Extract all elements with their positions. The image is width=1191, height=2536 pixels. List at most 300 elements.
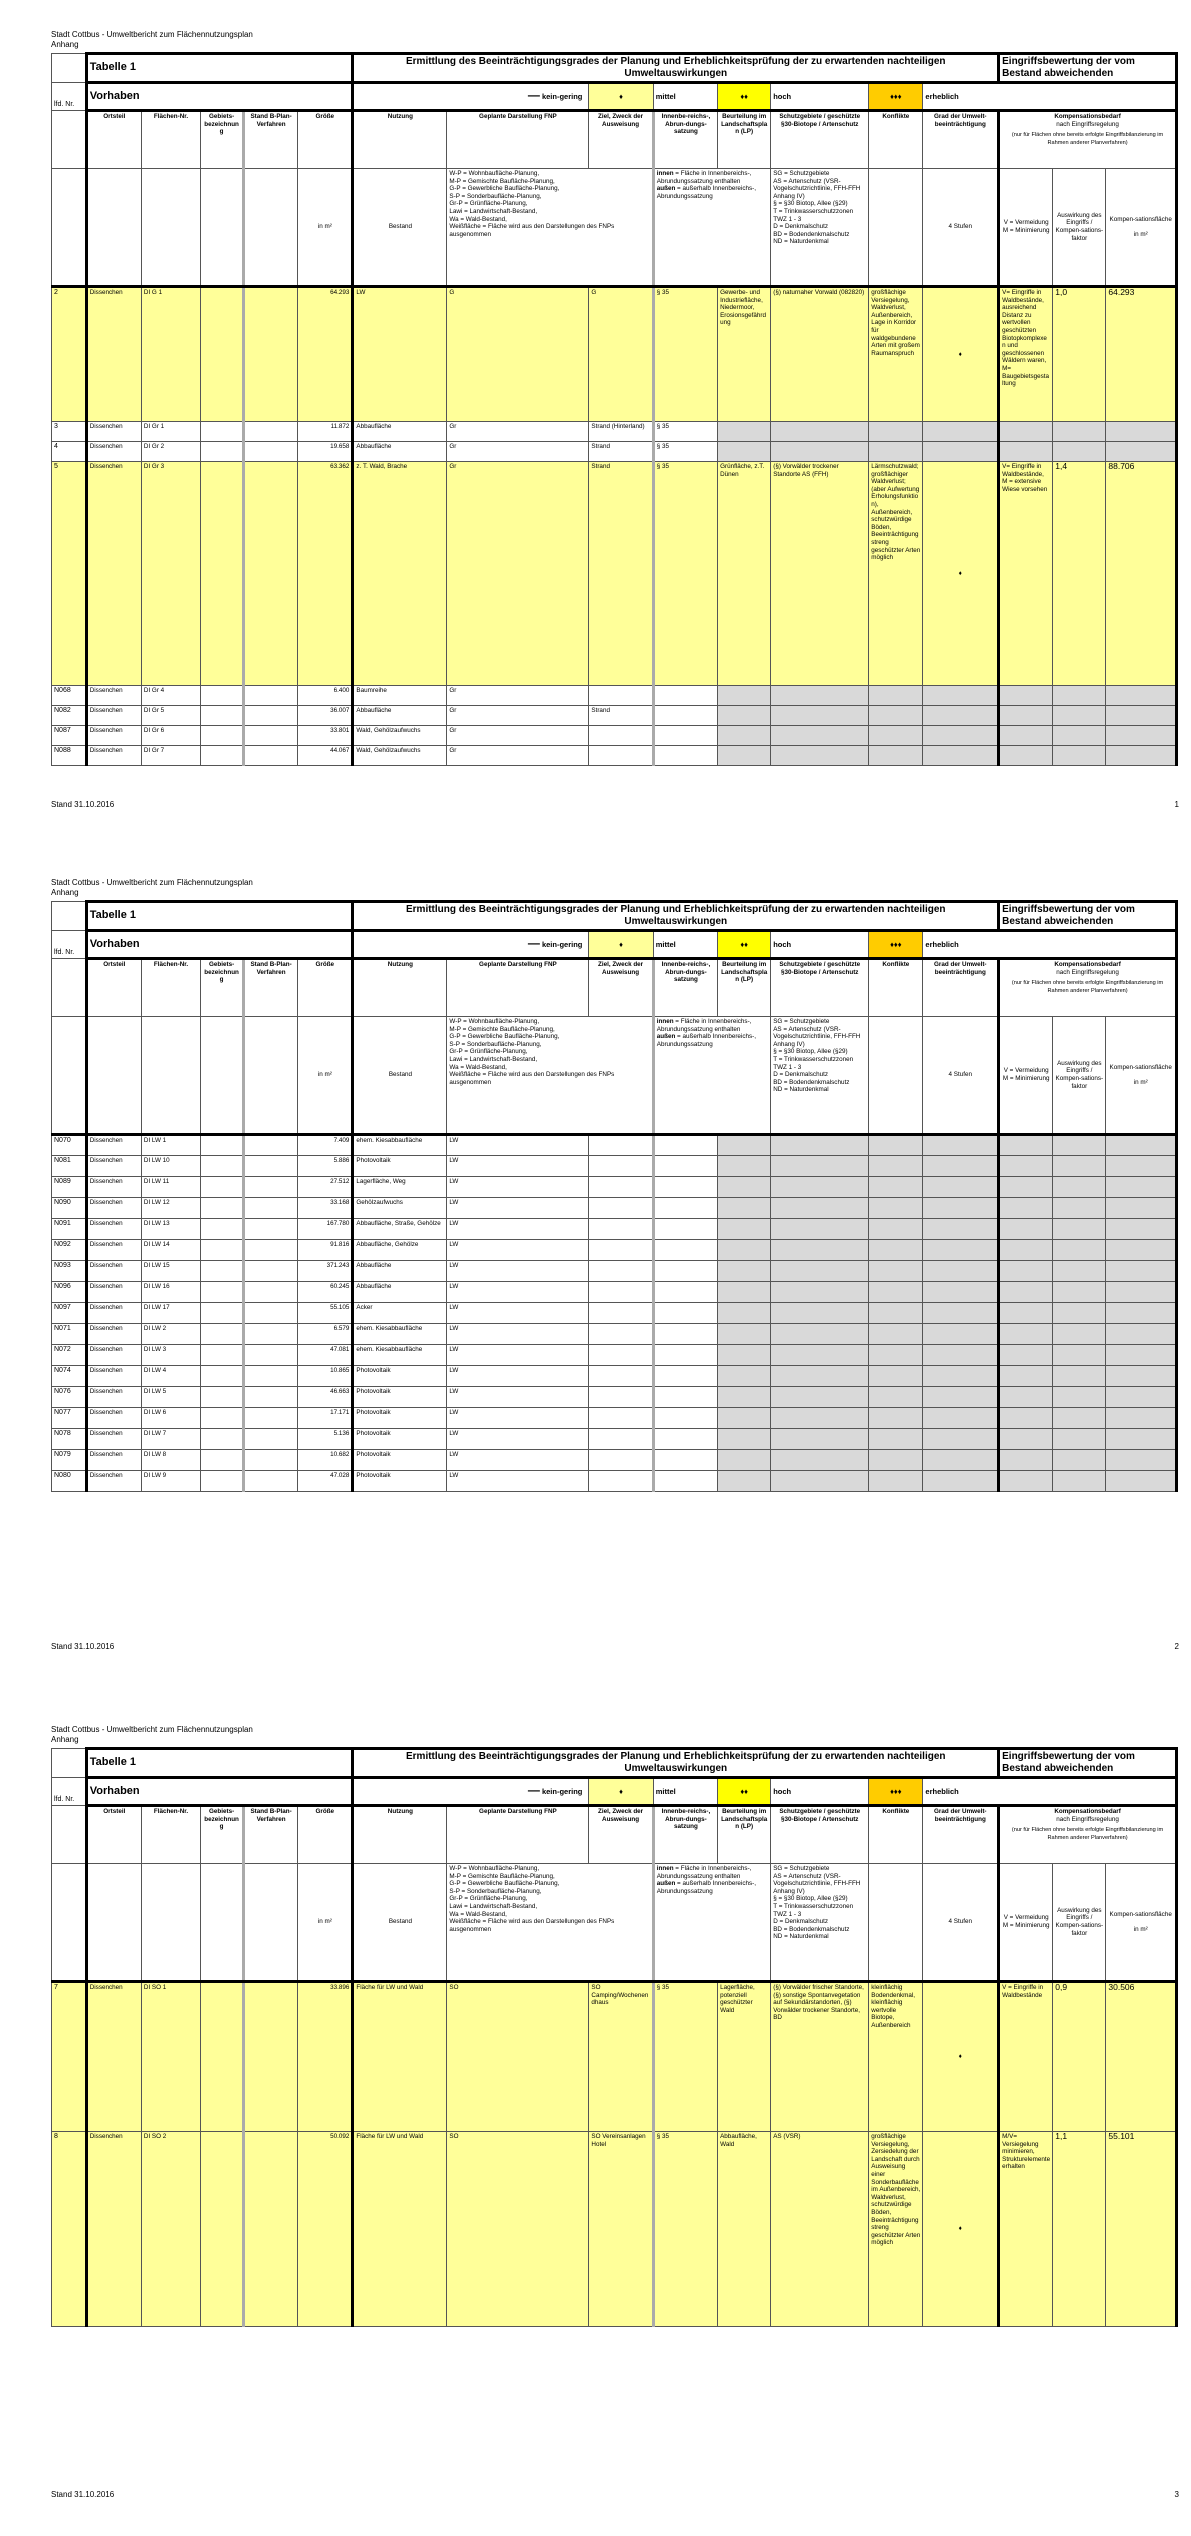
row-ortsteil: Dissenchen xyxy=(86,1471,141,1492)
row-geplant: LW xyxy=(447,1156,589,1177)
row-vm: V = Eingriffe in Waldbestände xyxy=(999,1982,1053,2132)
row-konflikte xyxy=(869,1282,923,1303)
row-lp xyxy=(718,726,771,746)
row-geplant: Gr xyxy=(447,726,589,746)
row-nutzung: Abbaufläche xyxy=(353,1261,447,1282)
row-schutz: (§) Vorwälder trockener Standorte AS (FFH) xyxy=(771,462,869,686)
col-grad: Grad der Umwelt-beeinträchtigung xyxy=(923,1806,999,1864)
diamond-1-icon: ♦ xyxy=(589,1778,653,1806)
row-faktor xyxy=(1053,1387,1106,1408)
row-innen xyxy=(653,1366,717,1387)
row-ortsteil: Dissenchen xyxy=(86,1303,141,1324)
row-groesse: 44.067 xyxy=(298,746,353,766)
row-geplant: Gr xyxy=(447,746,589,766)
row-ortsteil: Dissenchen xyxy=(86,1219,141,1240)
row-konflikte xyxy=(869,442,923,462)
row-gebiet xyxy=(201,442,244,462)
explain-grad: 4 Stufen xyxy=(923,1017,999,1135)
row-faktor xyxy=(1053,1219,1106,1240)
row-stand xyxy=(244,746,298,766)
row-stand xyxy=(244,287,298,422)
header-title: Stadt Cottbus - Umweltbericht zum Flächennutzungsplan xyxy=(51,30,253,39)
row-faktor xyxy=(1053,1156,1106,1177)
row-nr: 7 xyxy=(52,1982,87,2132)
row-konflikte: großflächige Versiegelung, Waldverlust, Außenbereich, Lage in Korridor für waldgebundene Arten mit großem Raumanspruch xyxy=(869,287,923,422)
row-gebiet xyxy=(201,1303,244,1324)
table-row xyxy=(52,1408,1177,1429)
row-lp xyxy=(718,706,771,726)
explain-nutzung: Bestand xyxy=(353,1864,447,1982)
row-innen xyxy=(653,1261,717,1282)
row-komp: 30.506 xyxy=(1106,1982,1177,2132)
explain-grad: 4 Stufen xyxy=(923,1864,999,1982)
row-komp xyxy=(1106,442,1177,462)
explain-auswirkung: Auswirkung des Eingriffs / Kompen-sations-faktor xyxy=(1053,1017,1106,1135)
row-geplant: LW xyxy=(447,1366,589,1387)
row-gebiet xyxy=(201,1408,244,1429)
row-stand xyxy=(244,422,298,442)
row-flaeche: DI LW 3 xyxy=(141,1345,200,1366)
row-komp xyxy=(1106,746,1177,766)
explain-schutz: SG = Schutzgebiete AS = Artenschutz (VSR-Vogelschutzrichtlinie, FFH-FFH Anhang IV) § = §30 Biotop, Allee (§29) T = Trinkwasserschutzzonen TWZ 1 - 3 D = Denkmalschutz BD = Bodendenkmalschutz ND = Naturdenkmal xyxy=(771,1864,869,1982)
row-stand xyxy=(244,1408,298,1429)
row-faktor xyxy=(1053,1198,1106,1219)
col-ortsteil: Ortsteil xyxy=(86,111,141,169)
page-number: 2 xyxy=(1174,1642,1179,1651)
row-schutz xyxy=(771,746,869,766)
row-nr: N096 xyxy=(52,1282,87,1303)
row-geplant: Gr xyxy=(447,686,589,706)
row-vm xyxy=(999,1219,1053,1240)
vorhaben-header: Vorhaben xyxy=(86,83,353,111)
row-konflikte xyxy=(869,726,923,746)
row-nr: N080 xyxy=(52,1471,87,1492)
row-nutzung: Gehölzaufwuchs xyxy=(353,1198,447,1219)
diamond-2-icon: ♦♦ xyxy=(718,931,771,959)
table-title: Tabelle 1 xyxy=(86,1749,353,1778)
legend-none: — kein-gering xyxy=(353,931,589,959)
table-row xyxy=(52,1282,1177,1303)
row-ziel xyxy=(589,1471,653,1492)
row-lp xyxy=(718,1282,771,1303)
row-komp xyxy=(1106,1471,1177,1492)
row-lp xyxy=(718,1429,771,1450)
col-stand-bplan: Stand B-Plan-Verfahren xyxy=(244,959,298,1017)
severity-diamond-icon xyxy=(923,706,999,726)
row-schutz: (§) Vorwälder frischer Standorte, (§) sonstige Spontanvegetation auf Sekundärstandorten, (§) Vorwälder trockener Standorte, BD xyxy=(771,1982,869,2132)
col-kompensation: Kompensationsbedarf nach Eingriffsregelung (nur für Flächen ohne bereits erfolgte Eingriffsbilanzierung im Rahmen anderer Planverfahren) xyxy=(999,111,1177,169)
row-gebiet xyxy=(201,1324,244,1345)
table-row xyxy=(52,1429,1177,1450)
row-lp xyxy=(718,1471,771,1492)
row-vm xyxy=(999,442,1053,462)
col-schutz: Schutzgebiete / geschützte §30-Biotope / Artenschutz xyxy=(771,959,869,1017)
col-grad: Grad der Umwelt-beeinträchtigung xyxy=(923,959,999,1017)
row-groesse: 36.007 xyxy=(298,706,353,726)
row-stand xyxy=(244,1324,298,1345)
table-body xyxy=(52,1135,1177,1492)
row-flaeche: DI Gr 2 xyxy=(141,442,200,462)
lfd-nr-header: lfd. Nr. xyxy=(52,931,87,959)
row-faktor xyxy=(1053,1408,1106,1429)
col-konflikte: Konflikte xyxy=(869,959,923,1017)
assessment-table xyxy=(51,1747,1178,2327)
row-nutzung: LW xyxy=(353,287,447,422)
row-ortsteil: Dissenchen xyxy=(86,1450,141,1471)
explain-grad: 4 Stufen xyxy=(923,169,999,287)
row-faktor xyxy=(1053,442,1106,462)
row-vm xyxy=(999,1198,1053,1219)
row-ortsteil: Dissenchen xyxy=(86,1366,141,1387)
page-header xyxy=(51,878,253,898)
row-geplant: LW xyxy=(447,1219,589,1240)
row-innen xyxy=(653,1450,717,1471)
row-ortsteil: Dissenchen xyxy=(86,1135,141,1156)
row-innen xyxy=(653,1282,717,1303)
row-ortsteil: Dissenchen xyxy=(86,1982,141,2132)
table-main-title: Ermittlung des Beeinträchtigungsgrades der Planung und Erheblichkeitsprüfung der zu erwartenden nachteiligen Umweltauswirkungen xyxy=(353,1749,999,1778)
row-ziel xyxy=(589,1366,653,1387)
row-vm xyxy=(999,1471,1053,1492)
row-ziel xyxy=(589,1261,653,1282)
table-row xyxy=(52,1303,1177,1324)
row-konflikte xyxy=(869,1345,923,1366)
row-faktor xyxy=(1053,1261,1106,1282)
col-gebiet: Gebiets-bezeichnung xyxy=(201,111,244,169)
row-ziel xyxy=(589,746,653,766)
row-flaeche: DI LW 17 xyxy=(141,1303,200,1324)
col-groesse: Größe xyxy=(298,111,353,169)
row-stand xyxy=(244,1429,298,1450)
row-stand xyxy=(244,1219,298,1240)
row-ortsteil: Dissenchen xyxy=(86,462,141,686)
table-row xyxy=(52,1982,1177,2132)
row-lp xyxy=(718,1261,771,1282)
dash-icon: — xyxy=(527,88,540,103)
row-komp xyxy=(1106,1135,1177,1156)
row-groesse: 91.816 xyxy=(298,1240,353,1261)
row-geplant: LW xyxy=(447,1177,589,1198)
row-nr: N097 xyxy=(52,1303,87,1324)
row-ziel: Strand xyxy=(589,462,653,686)
legend-mittel-label: mittel xyxy=(653,83,717,111)
row-flaeche: DI LW 2 xyxy=(141,1324,200,1345)
row-komp xyxy=(1106,1156,1177,1177)
row-faktor xyxy=(1053,706,1106,726)
row-geplant: LW xyxy=(447,1135,589,1156)
row-vm xyxy=(999,726,1053,746)
severity-diamond-icon xyxy=(923,726,999,746)
row-faktor xyxy=(1053,686,1106,706)
row-lp xyxy=(718,1240,771,1261)
row-konflikte xyxy=(869,1198,923,1219)
table-row xyxy=(52,746,1177,766)
row-flaeche: DI LW 14 xyxy=(141,1240,200,1261)
table-row xyxy=(52,706,1177,726)
row-innen xyxy=(653,1345,717,1366)
table-row xyxy=(52,1219,1177,1240)
header-title: Stadt Cottbus - Umweltbericht zum Flächennutzungsplan xyxy=(51,1725,253,1734)
row-geplant: LW xyxy=(447,1345,589,1366)
col-ziel: Ziel, Zweck der Ausweisung xyxy=(589,111,653,169)
col-beurteilung: Beurteilung im Landschaftsplan (LP) xyxy=(718,1806,771,1864)
legend-hoch-label: hoch xyxy=(771,83,869,111)
row-stand xyxy=(244,1135,298,1156)
row-geplant: LW xyxy=(447,1240,589,1261)
row-ortsteil: Dissenchen xyxy=(86,1240,141,1261)
row-nr: N082 xyxy=(52,706,87,726)
severity-diamond-icon xyxy=(923,1177,999,1198)
row-ziel xyxy=(589,1219,653,1240)
row-lp xyxy=(718,1135,771,1156)
row-geplant: Gr xyxy=(447,706,589,726)
row-gebiet xyxy=(201,726,244,746)
col-kompensation: Kompensationsbedarf nach Eingriffsregelung (nur für Flächen ohne bereits erfolgte Eingriffsbilanzierung im Rahmen anderer Planverfahren) xyxy=(999,1806,1177,1864)
row-lp xyxy=(718,1219,771,1240)
table-row xyxy=(52,1387,1177,1408)
row-gebiet xyxy=(201,1198,244,1219)
row-ziel xyxy=(589,1387,653,1408)
row-ortsteil: Dissenchen xyxy=(86,686,141,706)
row-flaeche: DI LW 8 xyxy=(141,1450,200,1471)
row-konflikte xyxy=(869,1240,923,1261)
row-nr: 3 xyxy=(52,422,87,442)
row-lp xyxy=(718,1387,771,1408)
row-innen xyxy=(653,1219,717,1240)
row-nutzung: z. T. Wald, Brache xyxy=(353,462,447,686)
row-groesse: 60.245 xyxy=(298,1282,353,1303)
row-vm xyxy=(999,746,1053,766)
row-geplant: LW xyxy=(447,1303,589,1324)
table-row xyxy=(52,726,1177,746)
explain-vm: V = Vermeidung M = Minimierung xyxy=(999,169,1053,287)
table-right-title: Eingriffsbewertung der vom Bestand abweichenden xyxy=(999,1749,1177,1778)
row-komp xyxy=(1106,1261,1177,1282)
row-schutz xyxy=(771,1282,869,1303)
col-schutz: Schutzgebiete / geschützte §30-Biotope / Artenschutz xyxy=(771,1806,869,1864)
col-kompensation: Kompensationsbedarf nach Eingriffsregelung (nur für Flächen ohne bereits erfolgte Eingriffsbilanzierung im Rahmen anderer Planverfahren) xyxy=(999,959,1177,1017)
row-komp xyxy=(1106,706,1177,726)
row-faktor xyxy=(1053,1303,1106,1324)
row-flaeche: DI LW 16 xyxy=(141,1282,200,1303)
row-konflikte xyxy=(869,686,923,706)
row-nutzung: Abbaufläche xyxy=(353,422,447,442)
row-vm xyxy=(999,686,1053,706)
row-komp: 64.293 xyxy=(1106,287,1177,422)
row-nutzung: ehem. Kiesabbaufläche xyxy=(353,1324,447,1345)
row-gebiet xyxy=(201,2132,244,2327)
row-nutzung: Photovoltaik xyxy=(353,1429,447,1450)
row-lp xyxy=(718,1324,771,1345)
row-flaeche: DI LW 11 xyxy=(141,1177,200,1198)
table-row xyxy=(52,686,1177,706)
row-schutz xyxy=(771,1408,869,1429)
table-row xyxy=(52,1135,1177,1156)
row-nutzung: Abbaufläche xyxy=(353,442,447,462)
row-komp xyxy=(1106,1177,1177,1198)
row-schutz xyxy=(771,1156,869,1177)
row-ziel: SO Vereinsanlagen Hotel xyxy=(589,2132,653,2327)
row-ortsteil: Dissenchen xyxy=(86,1177,141,1198)
row-komp xyxy=(1106,686,1177,706)
row-schutz: AS (VSR) xyxy=(771,2132,869,2327)
row-komp xyxy=(1106,1219,1177,1240)
row-groesse: 33.801 xyxy=(298,726,353,746)
legend-hoch-label: hoch xyxy=(771,931,869,959)
row-faktor xyxy=(1053,1366,1106,1387)
row-flaeche: DI Gr 1 xyxy=(141,422,200,442)
row-vm xyxy=(999,1408,1053,1429)
row-ziel: Strand xyxy=(589,442,653,462)
row-nr: N088 xyxy=(52,746,87,766)
row-groesse: 27.512 xyxy=(298,1177,353,1198)
row-konflikte xyxy=(869,1177,923,1198)
row-vm xyxy=(999,1366,1053,1387)
header-subtitle: Anhang xyxy=(51,1735,79,1744)
row-stand xyxy=(244,1156,298,1177)
row-ortsteil: Dissenchen xyxy=(86,442,141,462)
row-nutzung: ehem. Kiesabbaufläche xyxy=(353,1135,447,1156)
row-innen xyxy=(653,1240,717,1261)
row-ziel xyxy=(589,1135,653,1156)
row-vm xyxy=(999,1261,1053,1282)
row-ziel xyxy=(589,1198,653,1219)
row-nutzung: Abbaufläche xyxy=(353,1282,447,1303)
row-vm xyxy=(999,1135,1053,1156)
legend-hoch-label: hoch xyxy=(771,1778,869,1806)
explain-nutzung: Bestand xyxy=(353,169,447,287)
row-ortsteil: Dissenchen xyxy=(86,1345,141,1366)
row-nr: 4 xyxy=(52,442,87,462)
row-ziel xyxy=(589,1408,653,1429)
col-innenbereich: Innenbe-reichs-, Abrun-dungs-satzung xyxy=(653,1806,717,1864)
row-innen: § 35 xyxy=(653,462,717,686)
col-ortsteil: Ortsteil xyxy=(86,1806,141,1864)
severity-diamond-icon: ♦ xyxy=(923,287,999,422)
severity-diamond-icon: ♦ xyxy=(923,1982,999,2132)
row-geplant: LW xyxy=(447,1429,589,1450)
row-stand xyxy=(244,1450,298,1471)
row-schutz xyxy=(771,1366,869,1387)
row-flaeche: DI Gr 5 xyxy=(141,706,200,726)
row-faktor xyxy=(1053,1345,1106,1366)
row-schutz xyxy=(771,1261,869,1282)
row-groesse: 7.409 xyxy=(298,1135,353,1156)
explain-kompflaeche: Kompen-sationsfläche in m² xyxy=(1106,1864,1177,1982)
row-gebiet xyxy=(201,1240,244,1261)
row-nr: N093 xyxy=(52,1261,87,1282)
row-gebiet xyxy=(201,686,244,706)
row-schutz xyxy=(771,1471,869,1492)
row-konflikte xyxy=(869,1219,923,1240)
table-row xyxy=(52,1177,1177,1198)
row-nr: N072 xyxy=(52,1345,87,1366)
dash-icon: — xyxy=(527,936,540,951)
row-nr: 8 xyxy=(52,2132,87,2327)
table-title: Tabelle 1 xyxy=(86,902,353,931)
row-vm xyxy=(999,1324,1053,1345)
row-schutz xyxy=(771,1240,869,1261)
row-lp xyxy=(718,1345,771,1366)
row-konflikte: großflächige Versiegelung, Zersiedelung der Landschaft durch Ausweisung einer Sonderbaufläche im Außenbereich, Waldverlust, schutzwürdige Böden, Beeinträchtigung streng geschützter Arten möglich xyxy=(869,2132,923,2327)
row-konflikte xyxy=(869,706,923,726)
row-stand xyxy=(244,1198,298,1219)
row-vm xyxy=(999,706,1053,726)
row-nr: N091 xyxy=(52,1219,87,1240)
row-flaeche: DI Gr 6 xyxy=(141,726,200,746)
row-flaeche: DI LW 1 xyxy=(141,1135,200,1156)
row-faktor xyxy=(1053,1429,1106,1450)
diamond-2-icon: ♦♦ xyxy=(718,1778,771,1806)
row-stand xyxy=(244,1261,298,1282)
row-flaeche: DI SO 2 xyxy=(141,2132,200,2327)
row-schutz xyxy=(771,686,869,706)
row-gebiet xyxy=(201,1387,244,1408)
row-innen xyxy=(653,686,717,706)
row-geplant: SO xyxy=(447,2132,589,2327)
row-groesse: 19.658 xyxy=(298,442,353,462)
row-vm: M/V= Versiegelung minimieren, Strukturelemente erhalten xyxy=(999,2132,1053,2327)
row-flaeche: DI LW 7 xyxy=(141,1429,200,1450)
diamond-2-icon: ♦♦ xyxy=(718,83,771,111)
row-ziel: Strand (Hinterland) xyxy=(589,422,653,442)
row-faktor xyxy=(1053,1324,1106,1345)
row-ziel xyxy=(589,1450,653,1471)
row-ortsteil: Dissenchen xyxy=(86,746,141,766)
row-geplant: LW xyxy=(447,1450,589,1471)
row-schutz xyxy=(771,422,869,442)
severity-diamond-icon xyxy=(923,1366,999,1387)
row-konflikte xyxy=(869,1429,923,1450)
table-row xyxy=(52,1450,1177,1471)
severity-diamond-icon xyxy=(923,1429,999,1450)
row-lp: Gewerbe- und Industriefläche, Niedermoor, Erosionsgefährdung xyxy=(718,287,771,422)
col-konflikte: Konflikte xyxy=(869,1806,923,1864)
row-faktor xyxy=(1053,1471,1106,1492)
legend-erheblich-label: erheblich xyxy=(923,1778,1177,1806)
row-ortsteil: Dissenchen xyxy=(86,1387,141,1408)
diamond-3-icon: ♦♦♦ xyxy=(869,83,923,111)
col-ziel: Ziel, Zweck der Ausweisung xyxy=(589,959,653,1017)
row-innen xyxy=(653,1429,717,1450)
row-nutzung: Fläche für LW und Wald xyxy=(353,2132,447,2327)
row-nutzung: Wald, Gehölzaufwuchs xyxy=(353,726,447,746)
severity-diamond-icon xyxy=(923,1156,999,1177)
explain-geplante: W-P = Wohnbaufläche-Planung, M-P = Gemischte Baufläche-Planung, G-P = Gewerbliche Baufläche-Planung, S-P = Sonderbaufläche-Planung, Gr-P = Grünfläche-Planung, Lawi = Landwirtschaft-Bestand, Wa = Wald-Bestand, Weißfläche = Fläche wird aus den Darstellungen des FNPs ausgenommen xyxy=(447,1864,653,1982)
row-flaeche: DI Gr 4 xyxy=(141,686,200,706)
row-lp: Lagerfläche, potenziell geschützter Wald xyxy=(718,1982,771,2132)
row-ortsteil: Dissenchen xyxy=(86,1429,141,1450)
row-stand xyxy=(244,1303,298,1324)
row-vm xyxy=(999,1240,1053,1261)
row-schutz xyxy=(771,1177,869,1198)
col-stand-bplan: Stand B-Plan-Verfahren xyxy=(244,111,298,169)
row-komp xyxy=(1106,1408,1177,1429)
row-komp xyxy=(1106,726,1177,746)
row-stand xyxy=(244,1177,298,1198)
row-schutz xyxy=(771,726,869,746)
row-stand xyxy=(244,1366,298,1387)
row-gebiet xyxy=(201,706,244,726)
row-ziel xyxy=(589,1240,653,1261)
row-ziel xyxy=(589,1282,653,1303)
row-stand xyxy=(244,1982,298,2132)
row-vm xyxy=(999,1387,1053,1408)
row-faktor xyxy=(1053,1135,1106,1156)
explain-kompflaeche: Kompen-sationsfläche in m² xyxy=(1106,169,1177,287)
row-geplant: Gr xyxy=(447,462,589,686)
col-beurteilung: Beurteilung im Landschaftsplan (LP) xyxy=(718,111,771,169)
